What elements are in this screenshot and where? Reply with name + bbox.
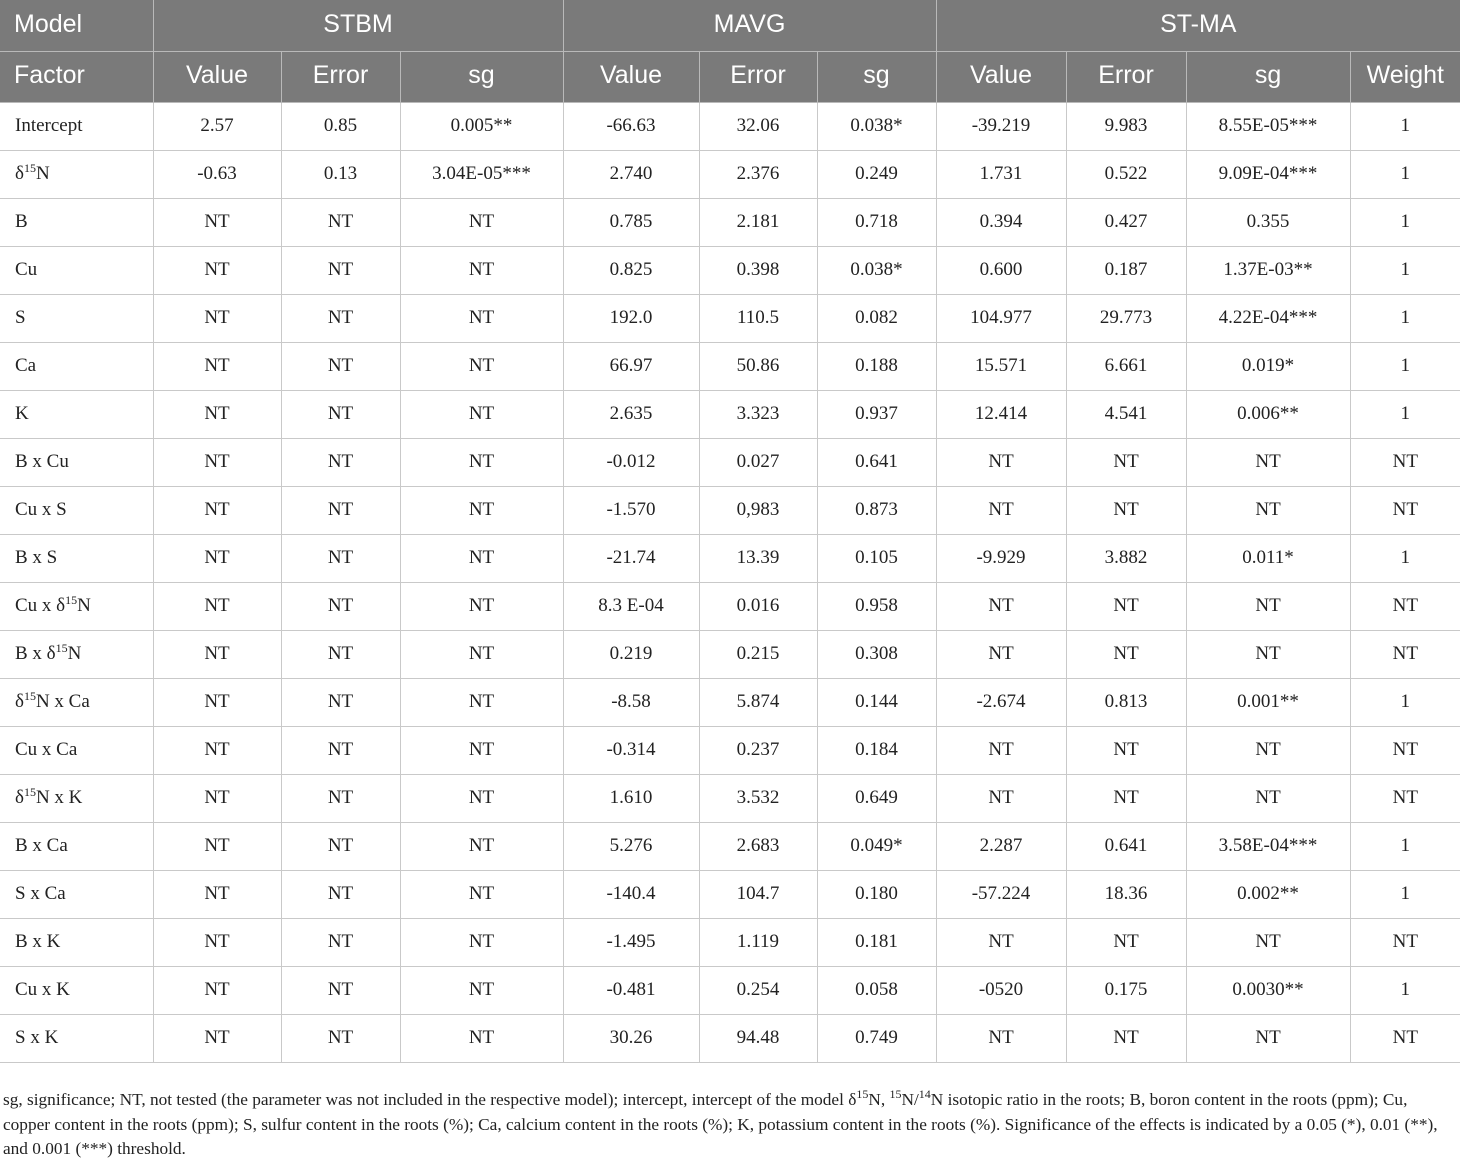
table-cell: -57.224 [936, 870, 1066, 918]
table-cell: 0.215 [699, 630, 817, 678]
table-cell: 1 [1350, 102, 1460, 150]
factor-cell: $\delta^{15}N$ x K [0, 774, 153, 822]
column-header: sg [1186, 51, 1350, 102]
factor-cell: B x Ca [0, 822, 153, 870]
table-cell: 2.740 [563, 150, 699, 198]
table-cell: 192.0 [563, 294, 699, 342]
table-cell: 1 [1350, 534, 1460, 582]
factor-cell: $\delta^{15}N$ x Ca [0, 678, 153, 726]
table-cell: 1 [1350, 294, 1460, 342]
table-cell: NT [281, 774, 400, 822]
table-cell: NT [281, 342, 400, 390]
table-row [0, 630, 1460, 678]
table-row [0, 918, 1460, 966]
table-cell: 1 [1350, 246, 1460, 294]
table-cell: 0.813 [1066, 678, 1186, 726]
table-cell: 3.882 [1066, 534, 1186, 582]
table-cell: NT [1186, 1014, 1350, 1062]
table-cell: 0.002** [1186, 870, 1350, 918]
table-row [0, 438, 1460, 486]
table-cell: NT [400, 966, 563, 1014]
table-row [0, 774, 1460, 822]
table-cell: NT [1066, 726, 1186, 774]
group-header-mavg: MAVG [563, 0, 936, 51]
factor-cell: B x $\delta^{15}N$ [0, 630, 153, 678]
table-row [0, 678, 1460, 726]
table-row [0, 246, 1460, 294]
table-cell: 0.038* [817, 246, 936, 294]
table-cell: 0.749 [817, 1014, 936, 1062]
table-cell: NT [281, 582, 400, 630]
table-cell: NT [153, 198, 281, 246]
table-cell: 0.254 [699, 966, 817, 1014]
table-cell: NT [281, 390, 400, 438]
table-cell: 0.082 [817, 294, 936, 342]
table-cell: -39.219 [936, 102, 1066, 150]
table-cell: 4.541 [1066, 390, 1186, 438]
table-cell: 0.181 [817, 918, 936, 966]
table-cell: 0.058 [817, 966, 936, 1014]
table-cell: 104.7 [699, 870, 817, 918]
table-cell: NT [400, 390, 563, 438]
table-row [0, 870, 1460, 918]
table-row [0, 198, 1460, 246]
table-row [0, 822, 1460, 870]
table-cell: NT [153, 438, 281, 486]
table-cell: 0.785 [563, 198, 699, 246]
table-cell: NT [153, 822, 281, 870]
table-cell: 0.219 [563, 630, 699, 678]
table-cell: 0.011* [1186, 534, 1350, 582]
table-cell: 0.006** [1186, 390, 1350, 438]
table-cell: NT [1350, 486, 1460, 534]
table-cell: NT [1066, 630, 1186, 678]
table-cell: 0.958 [817, 582, 936, 630]
table-cell: 1 [1350, 150, 1460, 198]
factor-cell: B x K [0, 918, 153, 966]
table-cell: 3.58E-04*** [1186, 822, 1350, 870]
table-cell: 3.04E-05*** [400, 150, 563, 198]
table-cell: NT [936, 726, 1066, 774]
table-cell: -140.4 [563, 870, 699, 918]
table-cell: NT [400, 438, 563, 486]
table-cell: -0.012 [563, 438, 699, 486]
table-cell: NT [1350, 630, 1460, 678]
table-cell: 0.144 [817, 678, 936, 726]
table-cell: 2.287 [936, 822, 1066, 870]
table-cell: 0.188 [817, 342, 936, 390]
table-cell: NT [281, 1014, 400, 1062]
table-cell: 0.237 [699, 726, 817, 774]
table-cell: NT [400, 246, 563, 294]
factor-cell: B x Cu [0, 438, 153, 486]
table-cell: 32.06 [699, 102, 817, 150]
table-cell: NT [1350, 774, 1460, 822]
table-cell: NT [936, 438, 1066, 486]
column-header: Error [699, 51, 817, 102]
table-cell: NT [153, 774, 281, 822]
table-cell: -0.481 [563, 966, 699, 1014]
table-cell: -8.58 [563, 678, 699, 726]
table-row [0, 534, 1460, 582]
table-cell: 9.09E-04*** [1186, 150, 1350, 198]
table-cell: 104.977 [936, 294, 1066, 342]
table-cell: 0.873 [817, 486, 936, 534]
table-cell: NT [153, 246, 281, 294]
table-cell: NT [281, 630, 400, 678]
table-cell: NT [153, 342, 281, 390]
table-cell: 1 [1350, 870, 1460, 918]
factor-cell: S [0, 294, 153, 342]
table-cell: NT [1350, 582, 1460, 630]
table-row [0, 726, 1460, 774]
table-cell: 1 [1350, 966, 1460, 1014]
table-cell: NT [281, 726, 400, 774]
table-footnote: sg, significance; NT, not tested (the parameter was not included in the respective model); intercept, intercept of the model $\delta^{15}N$, $^{15}$N/$^{14}$N isotopic ratio in the roots; B, boron content in the roots (ppm); Cu, copper content in the roots (ppm); S, sulfur content in the roots (%); Ca, calcium content in the roots (%); K, potassium content in the roots (%). Significance of the effects is indicated by a 0.05 (*), 0.01 (**), and 0.001 (***) threshold. [3, 1087, 1438, 1158]
table-cell: 1.37E-03** [1186, 246, 1350, 294]
table-cell: 0.016 [699, 582, 817, 630]
table-cell: NT [153, 534, 281, 582]
table-cell: 0.005** [400, 102, 563, 150]
table-cell: -2.674 [936, 678, 1066, 726]
table-cell: NT [1186, 630, 1350, 678]
table-row [0, 486, 1460, 534]
table-cell: 0.001** [1186, 678, 1350, 726]
table-cell: 8.55E-05*** [1186, 102, 1350, 150]
table-cell: 0.85 [281, 102, 400, 150]
table-cell: NT [281, 966, 400, 1014]
table-cell: 0.105 [817, 534, 936, 582]
table-row [0, 390, 1460, 438]
table-cell: NT [153, 486, 281, 534]
table-cell: NT [281, 870, 400, 918]
table-row [0, 342, 1460, 390]
table-cell: 110.5 [699, 294, 817, 342]
table-cell: NT [936, 774, 1066, 822]
column-header: Error [281, 51, 400, 102]
table-cell: -1.495 [563, 918, 699, 966]
table-cell: 50.86 [699, 342, 817, 390]
table-cell: 0.355 [1186, 198, 1350, 246]
table-cell: NT [400, 678, 563, 726]
table-cell: NT [1186, 582, 1350, 630]
table-cell: -0.314 [563, 726, 699, 774]
table-cell: NT [281, 294, 400, 342]
table-cell: 9.983 [1066, 102, 1186, 150]
table-cell: NT [1350, 918, 1460, 966]
table-cell: NT [153, 294, 281, 342]
table-cell: 1.731 [936, 150, 1066, 198]
factor-cell: K [0, 390, 153, 438]
table-cell: 0.649 [817, 774, 936, 822]
table-cell: NT [1066, 1014, 1186, 1062]
table-cell: NT [281, 486, 400, 534]
table-cell: NT [936, 918, 1066, 966]
table-cell: NT [281, 198, 400, 246]
table-cell: 0.522 [1066, 150, 1186, 198]
table-cell: 0.937 [817, 390, 936, 438]
table-cell: 0.718 [817, 198, 936, 246]
table-cell: 3.532 [699, 774, 817, 822]
table-cell: -0.63 [153, 150, 281, 198]
table-cell: 0.600 [936, 246, 1066, 294]
table-cell: 0.0030** [1186, 966, 1350, 1014]
table-row [0, 150, 1460, 198]
table-cell: 0.175 [1066, 966, 1186, 1014]
table-cell: -66.63 [563, 102, 699, 150]
table-cell: NT [153, 678, 281, 726]
table-cell: 0.249 [817, 150, 936, 198]
factor-cell: B [0, 198, 153, 246]
table-cell: 0.019* [1186, 342, 1350, 390]
table-cell: 1 [1350, 198, 1460, 246]
factor-cell: Ca [0, 342, 153, 390]
table-cell: 94.48 [699, 1014, 817, 1062]
table-cell: 0.308 [817, 630, 936, 678]
column-header: Error [1066, 51, 1186, 102]
table-cell: 0.398 [699, 246, 817, 294]
table-cell: NT [400, 630, 563, 678]
table-cell: NT [1186, 726, 1350, 774]
table-cell: 1 [1350, 822, 1460, 870]
table-cell: NT [1066, 486, 1186, 534]
factor-cell: S x Ca [0, 870, 153, 918]
column-header-row [0, 51, 1460, 102]
table-cell: NT [1350, 438, 1460, 486]
table-cell: NT [1066, 774, 1186, 822]
table-cell: 0.184 [817, 726, 936, 774]
table-cell: NT [153, 582, 281, 630]
table-cell: 66.97 [563, 342, 699, 390]
table-row [0, 1014, 1460, 1062]
table-cell: 0.394 [936, 198, 1066, 246]
table-cell: NT [1066, 918, 1186, 966]
table-cell: 0.825 [563, 246, 699, 294]
group-header-model: Model [0, 0, 153, 51]
table-cell: 1.119 [699, 918, 817, 966]
table-cell: NT [1066, 582, 1186, 630]
table-cell: 12.414 [936, 390, 1066, 438]
factor-cell: Cu x Ca [0, 726, 153, 774]
table-cell: 0.049* [817, 822, 936, 870]
table-row [0, 966, 1460, 1014]
column-header: sg [400, 51, 563, 102]
table-cell: NT [1350, 1014, 1460, 1062]
table-cell: NT [400, 1014, 563, 1062]
table-cell: 13.39 [699, 534, 817, 582]
table-cell: NT [936, 630, 1066, 678]
table-cell: NT [936, 582, 1066, 630]
table-cell: NT [400, 342, 563, 390]
table-cell: 1.610 [563, 774, 699, 822]
factor-cell: S x K [0, 1014, 153, 1062]
table-cell: NT [153, 918, 281, 966]
table-cell: NT [936, 1014, 1066, 1062]
table-cell: 0,983 [699, 486, 817, 534]
factor-cell: B x S [0, 534, 153, 582]
factor-cell: Cu x K [0, 966, 153, 1014]
table-row [0, 582, 1460, 630]
table-cell: NT [281, 822, 400, 870]
table-cell: NT [153, 390, 281, 438]
table-cell: 15.571 [936, 342, 1066, 390]
factor-cell: $\delta^{15}N$ [0, 150, 153, 198]
table-cell: 1 [1350, 390, 1460, 438]
column-header: sg [817, 51, 936, 102]
table-cell: NT [400, 822, 563, 870]
table-cell: 1 [1350, 342, 1460, 390]
table-cell: -0520 [936, 966, 1066, 1014]
table-cell: NT [936, 486, 1066, 534]
table-cell: NT [400, 918, 563, 966]
factor-cell: Cu [0, 246, 153, 294]
table-cell: NT [1186, 438, 1350, 486]
table-cell: NT [153, 870, 281, 918]
table-cell: 8.3 E-04 [563, 582, 699, 630]
table-cell: NT [153, 726, 281, 774]
table-cell: NT [281, 438, 400, 486]
table-body [0, 102, 1460, 1062]
table-cell: 30.26 [563, 1014, 699, 1062]
table-cell: NT [281, 678, 400, 726]
table-cell: 2.635 [563, 390, 699, 438]
factor-cell: Cu x $\delta^{15}N$ [0, 582, 153, 630]
table-cell: NT [1350, 726, 1460, 774]
table-cell: NT [400, 198, 563, 246]
table-cell: NT [400, 534, 563, 582]
table-cell: 0.180 [817, 870, 936, 918]
table-cell: -21.74 [563, 534, 699, 582]
table-cell: NT [281, 246, 400, 294]
table-cell: 18.36 [1066, 870, 1186, 918]
table-cell: 0.13 [281, 150, 400, 198]
table-cell: NT [153, 1014, 281, 1062]
table-row [0, 102, 1460, 150]
group-header-row [0, 0, 1460, 51]
table-cell: 0.027 [699, 438, 817, 486]
table-cell: 5.874 [699, 678, 817, 726]
table-cell: 0.038* [817, 102, 936, 150]
table-cell: NT [1186, 486, 1350, 534]
factor-cell: Intercept [0, 102, 153, 150]
table-cell: NT [281, 534, 400, 582]
table-cell: 2.683 [699, 822, 817, 870]
factor-cell: Cu x S [0, 486, 153, 534]
column-header: Factor [0, 51, 153, 102]
table-cell: 1 [1350, 678, 1460, 726]
table-cell: NT [400, 870, 563, 918]
table-cell: 2.181 [699, 198, 817, 246]
group-header-st-ma: ST-MA [936, 0, 1460, 51]
table-cell: NT [400, 294, 563, 342]
table-cell: 2.376 [699, 150, 817, 198]
table-cell: NT [400, 582, 563, 630]
table-cell: NT [1186, 774, 1350, 822]
table-cell: 4.22E-04*** [1186, 294, 1350, 342]
column-header: Weight [1350, 51, 1460, 102]
table-cell: 6.661 [1066, 342, 1186, 390]
table-cell: NT [1186, 918, 1350, 966]
table-cell: NT [400, 774, 563, 822]
table-cell: 0.641 [817, 438, 936, 486]
column-header: Value [936, 51, 1066, 102]
table-row [0, 294, 1460, 342]
table-cell: -1.570 [563, 486, 699, 534]
table-cell: 2.57 [153, 102, 281, 150]
table-cell: NT [1066, 438, 1186, 486]
table-cell: NT [400, 486, 563, 534]
table-cell: 0.187 [1066, 246, 1186, 294]
table-cell: NT [153, 966, 281, 1014]
group-header-stbm: STBM [153, 0, 563, 51]
table-cell: -9.929 [936, 534, 1066, 582]
table-cell: NT [281, 918, 400, 966]
column-header: Value [563, 51, 699, 102]
table-cell: 29.773 [1066, 294, 1186, 342]
table-cell: 0.427 [1066, 198, 1186, 246]
table-cell: NT [153, 630, 281, 678]
table-cell: 3.323 [699, 390, 817, 438]
table-cell: NT [400, 726, 563, 774]
table-cell: 5.276 [563, 822, 699, 870]
table-cell: 0.641 [1066, 822, 1186, 870]
column-header: Value [153, 51, 281, 102]
